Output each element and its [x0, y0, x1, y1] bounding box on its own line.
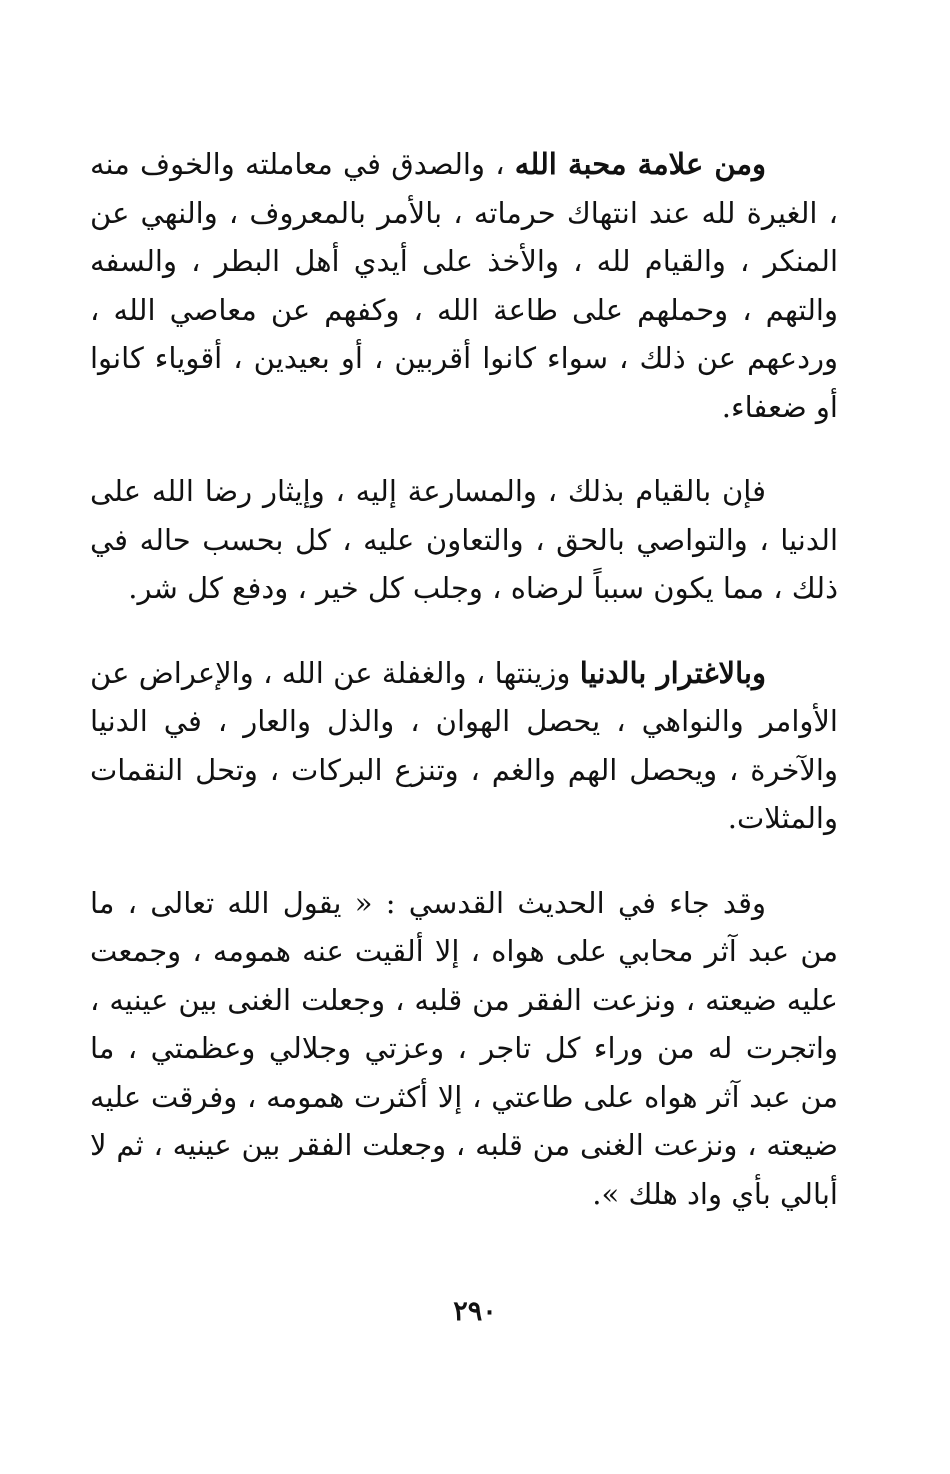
paragraph-lead: وبالاغترار بالدنيا [579, 655, 767, 690]
paragraph-lead: ومن علامة محبة الله [514, 147, 766, 181]
paragraph-worldly-deception [90, 649, 838, 843]
paragraph-text: وزينتها ، والغفلة عن الله ، والإعراض عن الأوامر والنواهي ، يحصل الهوان ، والذل والعار ، في الدنيا والآخرة ، ويحصل الهم والغم ، وتنزع البركات ، وتحل النقمات والمثلات. [90, 655, 838, 835]
paragraph-text: ، والصدق في معاملته والخوف منه ، الغيرة لله عند انتهاك حرماته ، بالأمر بالمعروف ، والنهي عن المنكر ، والقيام لله ، والأخذ على أيدي أهل البطر ، والسفه والتهم ، وحملهم على طاعة الله ، وكفهم عن معاصي الله ، وردعهم عن ذلك ، سواء كانوا أقربين ، أو بعيدين ، أقوياء كانوا أو ضعفاء. [90, 147, 838, 424]
paragraph-benefits [90, 467, 838, 613]
paragraph-hadith-qudsi [90, 879, 838, 1219]
page-number: ٢٩٠ [453, 1296, 497, 1327]
paragraph-text: وقد جاء في الحديث القدسي : « يقول الله تعالى ، ما من عبد آثر محابي على هواه ، إلا ألقيت عنه همومه ، وجمعت عليه ضيعته ، ونزعت الفقر من قلبه ، وجعلت الغنى بين عينيه ، واتجرت له من وراء كل تاجر ، وعزتي وجلالي وعظمتي ، ما من عبد آثر هواه على طاعتي ، إلا أكثرت همومه ، وفرقت عليه ضيعته ، ونزعت الغنى من قلبه ، وجعلت الفقر بين عينيه ، ثم لا أبالي بأي واد هلك ». [90, 885, 838, 1211]
paragraph-love-of-allah [90, 140, 838, 431]
page-body [90, 140, 838, 1218]
paragraph-text: فإن بالقيام بذلك ، والمسارعة إليه ، وإيثار رضا الله على الدنيا ، والتواصي بالحق ، والتعاون عليه ، كل بحسب حاله في ذلك ، مما يكون سبباً لرضاه ، وجلب كل خير ، ودفع كل شر. [90, 474, 838, 605]
